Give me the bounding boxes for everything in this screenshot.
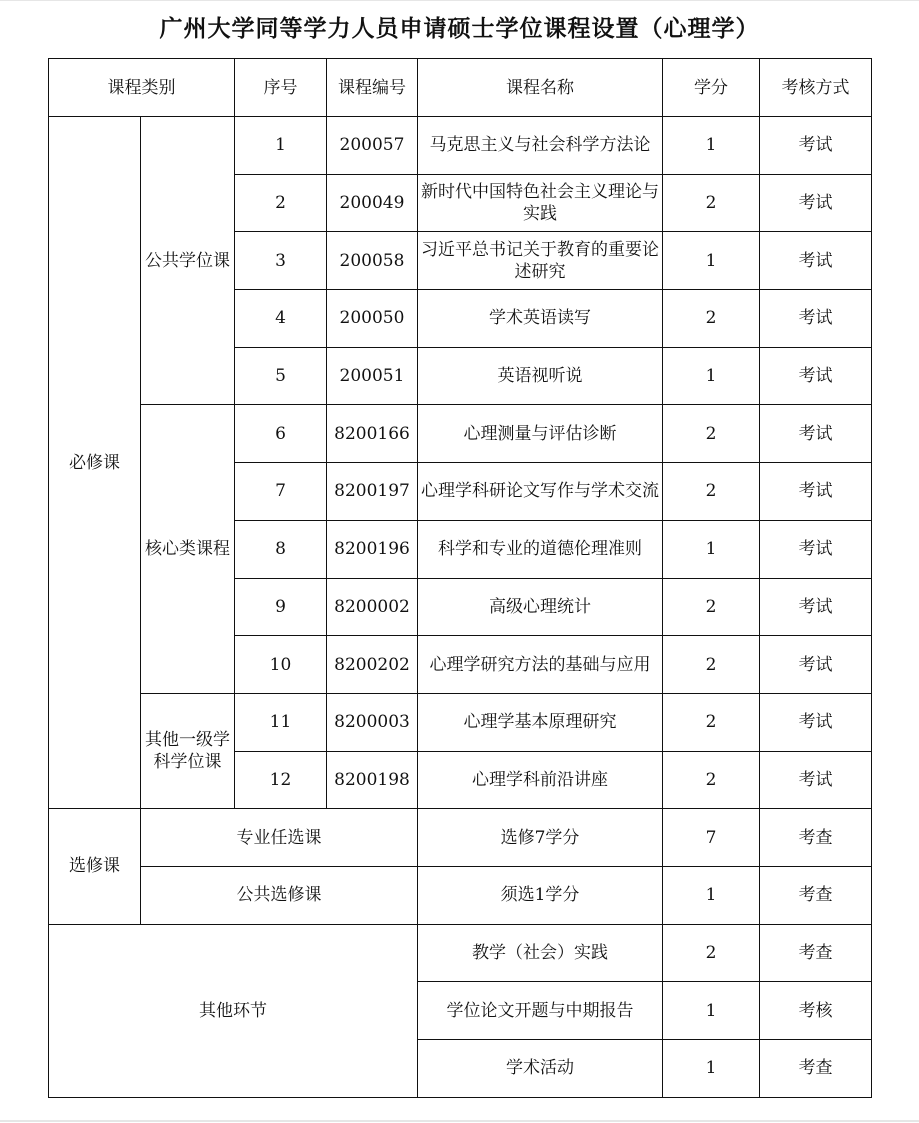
cell-code: 200051 bbox=[327, 347, 418, 405]
cell-credit: 2 bbox=[663, 405, 760, 463]
cell-assessment: 考试 bbox=[760, 232, 872, 290]
cell-name: 心理学研究方法的基础与应用 bbox=[418, 636, 663, 694]
cell-assessment: 考试 bbox=[760, 578, 872, 636]
cell-name: 选修7学分 bbox=[418, 809, 663, 867]
cell-seq: 6 bbox=[235, 405, 327, 463]
cell-name: 英语视听说 bbox=[418, 347, 663, 405]
cell-code: 8200196 bbox=[327, 520, 418, 578]
cell-assessment: 考试 bbox=[760, 117, 872, 175]
cell-name: 新时代中国特色社会主义理论与实践 bbox=[418, 174, 663, 232]
cell-assessment: 考试 bbox=[760, 751, 872, 809]
cell-name: 学位论文开题与中期报告 bbox=[418, 982, 663, 1040]
cell-seq: 2 bbox=[235, 174, 327, 232]
cell-name: 习近平总书记关于教育的重要论述研究 bbox=[418, 232, 663, 290]
cell-credit: 1 bbox=[663, 520, 760, 578]
cell-assessment: 考查 bbox=[760, 866, 872, 924]
cell-name: 教学（社会）实践 bbox=[418, 924, 663, 982]
cell-code: 8200197 bbox=[327, 463, 418, 521]
cell-code: 200058 bbox=[327, 232, 418, 290]
header-seq: 序号 bbox=[235, 59, 327, 117]
cell-assessment: 考核 bbox=[760, 982, 872, 1040]
group-other: 其他环节 bbox=[49, 924, 418, 1097]
cell-credit: 1 bbox=[663, 232, 760, 290]
cell-credit: 2 bbox=[663, 924, 760, 982]
cell-assessment: 考查 bbox=[760, 924, 872, 982]
cell-seq: 8 bbox=[235, 520, 327, 578]
cell-name: 高级心理统计 bbox=[418, 578, 663, 636]
cell-name: 心理学科研论文写作与学术交流 bbox=[418, 463, 663, 521]
cell-credit: 2 bbox=[663, 463, 760, 521]
cell-code: 8200202 bbox=[327, 636, 418, 694]
cell-credit: 2 bbox=[663, 578, 760, 636]
page-title: 广州大学同等学力人员申请硕士学位课程设置（心理学） bbox=[159, 16, 760, 42]
cell-seq: 12 bbox=[235, 751, 327, 809]
cell-name: 学术英语读写 bbox=[418, 290, 663, 348]
cell-assessment: 考试 bbox=[760, 463, 872, 521]
course-table bbox=[48, 58, 872, 1098]
group-other-first-level: 其他一级学科学位课 bbox=[141, 693, 235, 808]
group-major-elective: 专业任选课 bbox=[141, 809, 418, 867]
cell-seq: 9 bbox=[235, 578, 327, 636]
group-public-degree: 公共学位课 bbox=[141, 117, 235, 405]
cell-code: 8200002 bbox=[327, 578, 418, 636]
cell-seq: 5 bbox=[235, 347, 327, 405]
cell-credit: 2 bbox=[663, 174, 760, 232]
cell-seq: 4 bbox=[235, 290, 327, 348]
header-row bbox=[49, 59, 872, 117]
cell-assessment: 考试 bbox=[760, 693, 872, 751]
table-row bbox=[49, 924, 872, 982]
bottom-rule bbox=[0, 1120, 919, 1122]
cell-name: 科学和专业的道德伦理准则 bbox=[418, 520, 663, 578]
header-name: 课程名称 bbox=[418, 59, 663, 117]
cell-assessment: 考试 bbox=[760, 174, 872, 232]
cell-code: 200057 bbox=[327, 117, 418, 175]
cell-seq: 1 bbox=[235, 117, 327, 175]
cell-seq: 3 bbox=[235, 232, 327, 290]
cell-code: 200049 bbox=[327, 174, 418, 232]
group-core: 核心类课程 bbox=[141, 405, 235, 693]
cell-assessment: 考试 bbox=[760, 405, 872, 463]
cell-name: 心理学基本原理研究 bbox=[418, 693, 663, 751]
cell-credit: 7 bbox=[663, 809, 760, 867]
cell-assessment: 考试 bbox=[760, 290, 872, 348]
cell-code: 8200198 bbox=[327, 751, 418, 809]
header-category: 课程类别 bbox=[49, 59, 235, 117]
top-rule bbox=[0, 0, 919, 1]
cell-assessment: 考查 bbox=[760, 809, 872, 867]
header-assessment: 考核方式 bbox=[760, 59, 872, 117]
cell-credit: 2 bbox=[663, 290, 760, 348]
cell-seq: 11 bbox=[235, 693, 327, 751]
cell-credit: 1 bbox=[663, 117, 760, 175]
cell-name: 心理测量与评估诊断 bbox=[418, 405, 663, 463]
header-code: 课程编号 bbox=[327, 59, 418, 117]
cell-credit: 1 bbox=[663, 1040, 760, 1098]
table-row bbox=[49, 693, 872, 751]
header-credit: 学分 bbox=[663, 59, 760, 117]
cell-credit: 2 bbox=[663, 636, 760, 694]
cell-name: 马克思主义与社会科学方法论 bbox=[418, 117, 663, 175]
cell-code: 8200166 bbox=[327, 405, 418, 463]
group-public-elective: 公共选修课 bbox=[141, 866, 418, 924]
cell-code: 200050 bbox=[327, 290, 418, 348]
cell-name: 须选1学分 bbox=[418, 866, 663, 924]
cell-name: 心理学科前沿讲座 bbox=[418, 751, 663, 809]
cell-code: 8200003 bbox=[327, 693, 418, 751]
table-row bbox=[49, 809, 872, 867]
cell-assessment: 考试 bbox=[760, 636, 872, 694]
cell-assessment: 考查 bbox=[760, 1040, 872, 1098]
cell-credit: 1 bbox=[663, 982, 760, 1040]
cell-name: 学术活动 bbox=[418, 1040, 663, 1098]
cell-seq: 7 bbox=[235, 463, 327, 521]
cell-credit: 2 bbox=[663, 693, 760, 751]
cell-assessment: 考试 bbox=[760, 520, 872, 578]
cell-credit: 2 bbox=[663, 751, 760, 809]
cell-credit: 1 bbox=[663, 347, 760, 405]
cell-assessment: 考试 bbox=[760, 347, 872, 405]
table-row bbox=[49, 117, 872, 175]
cell-credit: 1 bbox=[663, 866, 760, 924]
group-required: 必修课 bbox=[49, 117, 141, 809]
table-row bbox=[49, 405, 872, 463]
group-elective: 选修课 bbox=[49, 809, 141, 924]
cell-seq: 10 bbox=[235, 636, 327, 694]
table-row bbox=[49, 866, 872, 924]
